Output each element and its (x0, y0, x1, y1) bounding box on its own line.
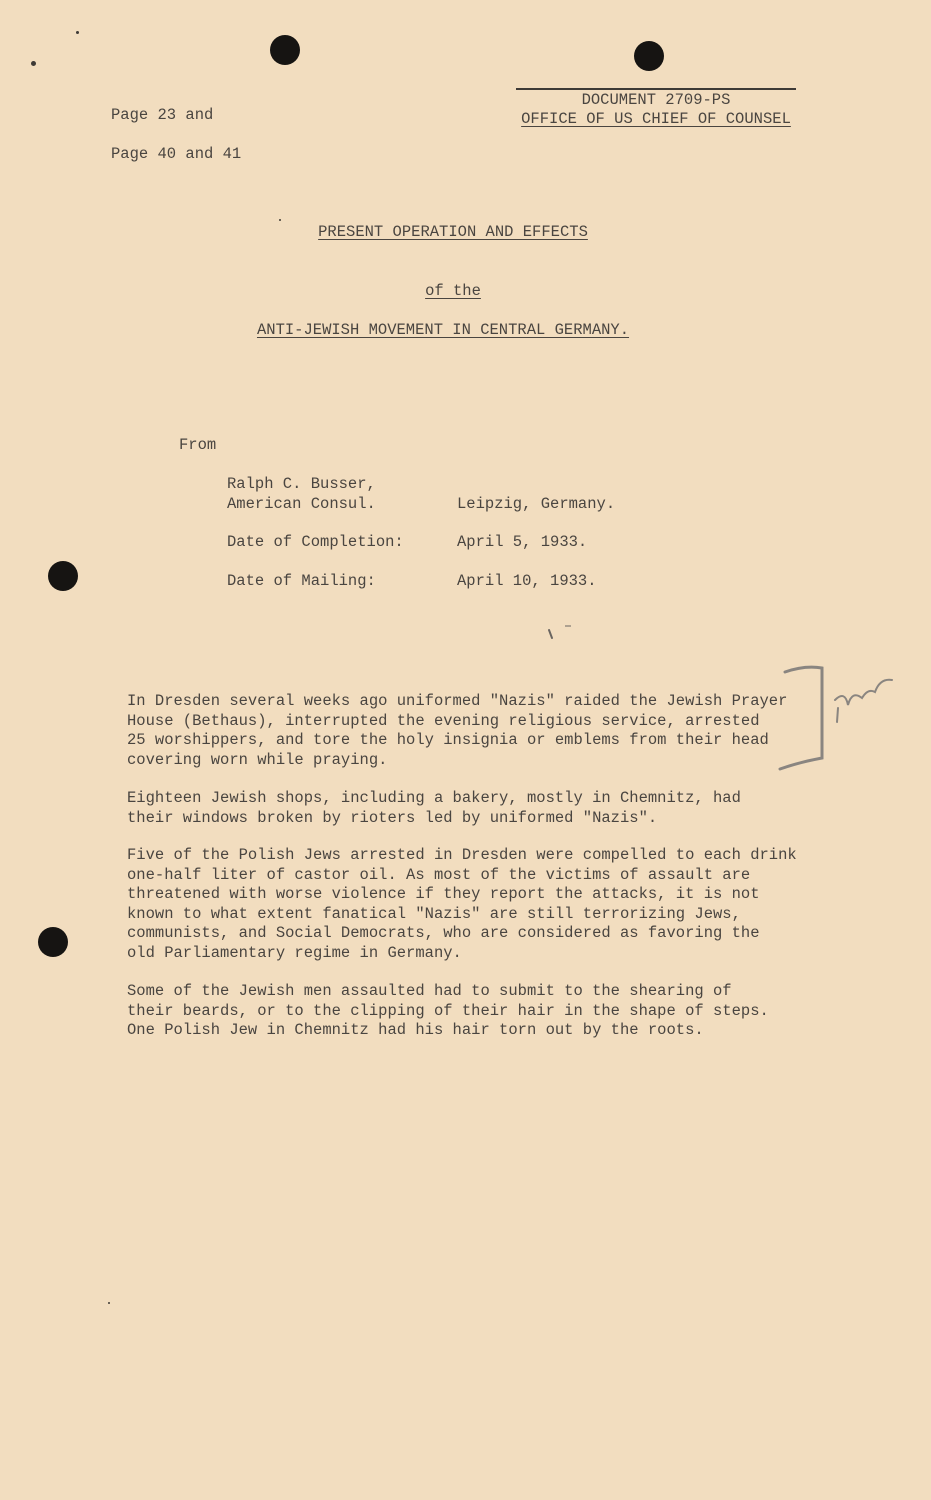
document-number: DOCUMENT 2709-PS (581, 91, 731, 109)
sender-location: Leipzig, Germany. (457, 495, 616, 513)
title-line-3: ANTI-JEWISH MOVEMENT IN CENTRAL GERMANY. (256, 321, 630, 339)
stray-mark (108, 1302, 110, 1304)
header-rule (516, 88, 796, 90)
completion-label: Date of Completion: (227, 533, 404, 551)
mailing-label: Date of Mailing: (227, 572, 376, 590)
stray-mark (76, 31, 79, 34)
body-paragraph-4: Some of the Jewish men assaulted had to submit to the shearing of their beards, or to the clipping of their hair in the shape of steps. One Polish Jew in Chemnitz had his hair torn out by the roots. (127, 982, 769, 1039)
office-name: OFFICE OF US CHIEF OF COUNSEL (521, 110, 791, 128)
completion-date: April 5, 1933. (457, 533, 588, 551)
title-line-2: of the (425, 282, 481, 300)
punch-hole-left-middle (48, 561, 78, 591)
page-reference-1: Page 23 and (111, 106, 214, 124)
pencil-bracket-mark (740, 650, 910, 780)
page-reference-2: Page 40 and 41 (111, 145, 242, 163)
sender-name: Ralph C. Busser, (227, 475, 376, 493)
pencil-tick-mark (545, 620, 575, 640)
stray-mark (279, 219, 281, 221)
body-paragraph-3: Five of the Polish Jews arrested in Dresden were compelled to each drink one-half liter of castor oil. As most of the victims of assault are threatened with worse violence if they report the attacks, it is not known to what extent fanatical "Nazis" are still terrorizing Jews, communists, and Social Democrats, who are considered as favoring the old Parliamentary regime in Germany. (127, 846, 797, 962)
mailing-date: April 10, 1933. (457, 572, 597, 590)
punch-hole-left-lower (38, 927, 68, 957)
stray-mark (31, 61, 36, 66)
title-line-1: PRESENT OPERATION AND EFFECTS (318, 223, 588, 241)
punch-hole-top-left (270, 35, 300, 65)
punch-hole-top-right (634, 41, 664, 71)
sender-position: American Consul. (227, 495, 376, 513)
body-paragraph-1: In Dresden several weeks ago uniformed "Nazis" raided the Jewish Prayer House (Bethaus), interrupted the evening religious service, arrested 25 worshippers, and tore the holy insignia or emblems from their head covering worn while praying. (127, 692, 788, 769)
from-label: From (179, 436, 217, 454)
body-paragraph-2: Eighteen Jewish shops, including a bakery, mostly in Chemnitz, had their windows broken by rioters led by uniformed "Nazis". (127, 789, 741, 827)
